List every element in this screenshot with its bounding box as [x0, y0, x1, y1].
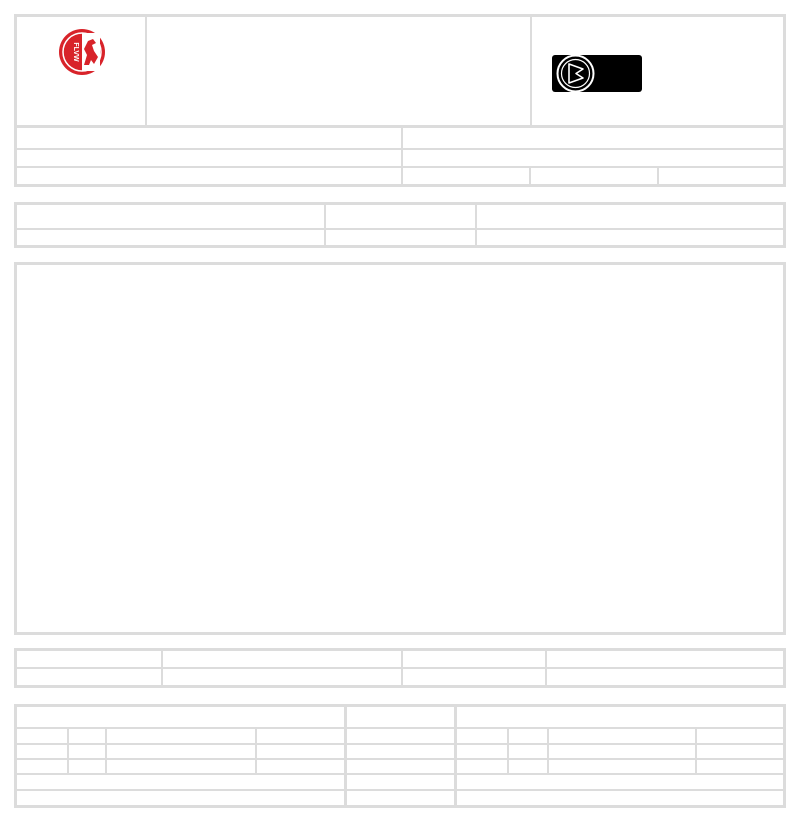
officials-line — [401, 651, 403, 685]
svg-text:FLVW: FLVW — [72, 42, 79, 62]
info-divider — [401, 128, 403, 184]
score-divider — [475, 205, 477, 245]
flvw-horse-emblem-icon — [57, 27, 107, 77]
officials-line — [545, 651, 547, 685]
goals-line — [17, 727, 783, 729]
report-header — [14, 14, 786, 127]
info-cell-line — [657, 168, 659, 184]
goals-line — [17, 789, 783, 791]
dfb-emblem-icon — [556, 54, 595, 93]
goals-line — [547, 729, 549, 773]
officials-block — [14, 648, 786, 688]
dfbnet-logo-cell — [530, 17, 783, 125]
match-info — [14, 125, 786, 187]
score-divider — [324, 205, 326, 245]
goals-line — [255, 729, 257, 773]
goals-line — [17, 773, 783, 775]
officials-line — [161, 651, 163, 685]
dfbnet-logo — [552, 55, 642, 92]
lineups-block — [14, 262, 786, 635]
goals-line — [695, 729, 697, 773]
goals-line — [17, 758, 783, 760]
goals-line — [67, 729, 69, 773]
info-cell-line — [529, 168, 531, 184]
goals-line — [105, 729, 107, 773]
goals-line — [507, 729, 509, 773]
score-block — [14, 202, 786, 248]
score-row-line — [17, 228, 783, 230]
flvw-logo — [17, 17, 147, 125]
goals-block — [14, 704, 786, 808]
goals-line — [17, 743, 783, 745]
officials-line — [17, 667, 783, 669]
info-row-line — [17, 166, 783, 168]
info-row-line — [17, 148, 783, 150]
